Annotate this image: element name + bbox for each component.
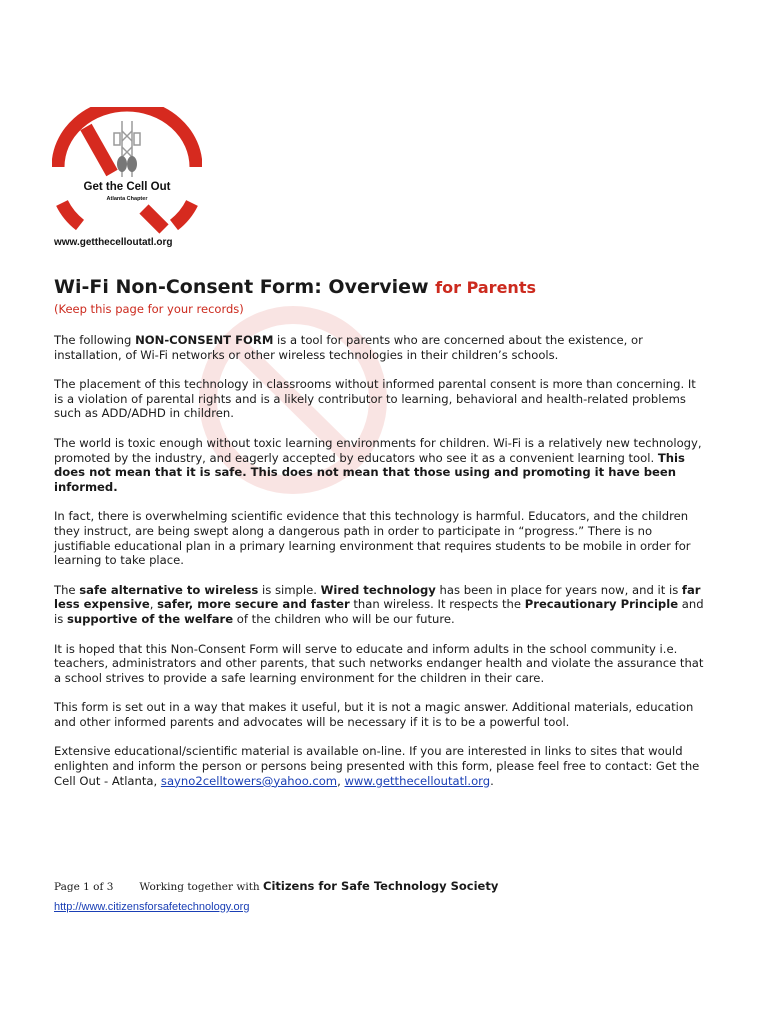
page-subtitle: (Keep this page for your records): [54, 302, 244, 316]
title-accent: for Parents: [435, 278, 536, 297]
bold-run: far less expensive: [54, 582, 701, 612]
no-cell-tower-icon: [52, 107, 202, 247]
partner-org-name: Citizens for Safe Technology Society: [263, 879, 499, 893]
paragraph-evidence: In fact, there is overwhelming scientific evidence that this technology is harmful. Educators, and the children they instruct, are being swept along a dangerous path in order to participate in “progress.” There is no justifiable educational plan in a primary learning environment that requires students to be mobile in order for learning to take place.: [54, 509, 691, 568]
get-the-cell-out-logo: [52, 107, 202, 247]
bold-run: Wired technology: [320, 582, 436, 597]
partner-org-link[interactable]: http://www.citizensforsafetechnology.org: [54, 901, 250, 913]
logo-subtitle: Atlanta Chapter: [106, 196, 148, 202]
contact-email-link[interactable]: sayno2celltowers@yahoo.com: [160, 773, 338, 788]
text-run: The world is toxic enough without toxic learning environments for children. Wi-Fi is a relatively new technology, promoted by the industry, and eagerly accepted by educators who see it as a convenient learning tool.: [54, 435, 702, 465]
title-main: Wi-Fi Non-Consent Form: Overview: [54, 276, 429, 298]
working-together-text: Working together with: [139, 881, 264, 893]
text-run: of the children who will be our future.: [233, 611, 455, 626]
bold-run: safer, more secure and faster: [157, 597, 350, 612]
text-run: .: [490, 773, 494, 788]
paragraph-toxic: [54, 436, 704, 494]
bold-run: This does not mean that it is safe. This does not mean that those using and promoting it have been informed.: [54, 450, 685, 494]
text-run: The following: [54, 333, 136, 347]
page-number: Page 1 of 3: [54, 881, 114, 893]
bold-run: safe alternative to wireless: [79, 582, 259, 597]
paragraph-alternative: [54, 583, 704, 627]
text-run: ,: [337, 773, 345, 788]
logo-title: Get the Cell Out: [83, 181, 171, 193]
paragraph-hope: It is hoped that this Non-Consent Form will serve to educate and inform adults in the school community i.e. teachers, administrators and other parents, that such networks endanger health and violate the assurance that a school strives to provide a safe learning environment for the children in their care.: [54, 641, 704, 685]
page-title: [54, 274, 704, 301]
bold-run: supportive of the welfare: [66, 611, 234, 626]
text-run: is a tool for parents who are concerned about the existence, or installation, of Wi-Fi networks or other wireless technologies in their children’s schools.: [54, 333, 643, 362]
page-footer: [54, 879, 714, 914]
paragraph-contact: [54, 744, 704, 788]
text-run: and is: [54, 597, 704, 626]
text-run: ,: [149, 597, 158, 612]
text-run: The: [54, 582, 80, 597]
bold-run: NON-CONSENT FORM: [135, 333, 274, 347]
paragraph-intro: [54, 333, 704, 362]
text-run: than wireless. It respects the: [349, 597, 525, 612]
bold-run: Precautionary Principle: [524, 597, 679, 612]
document-body: [54, 274, 704, 803]
paragraph-usefulness: This form is set out in a way that makes it useful, but it is not a magic answer. Additional materials, education and other informed parents and advocates will be necessary if it is to be a powerful tool.: [54, 700, 694, 729]
paragraph-placement: The placement of this technology in classrooms without informed parental consent is more than concerning. It is a violation of parental rights and is a likely contributor to learning, behavioral and health-related problems such as ADD/ADHD in children.: [54, 377, 696, 421]
text-run: Extensive educational/scientific material is available on-line. If you are interested in links to sites that would enlighten and inform the person or persons being presented with this form, please feel free to contact: Get the Cell Out - Atlanta,: [54, 744, 700, 788]
text-run: is simple.: [258, 582, 321, 597]
footer-line: [54, 879, 714, 895]
logo-url: www.getthecelloutatl.org: [54, 237, 173, 248]
website-link[interactable]: www.getthecelloutatl.org: [344, 773, 491, 788]
text-run: has been in place for years now, and it is: [435, 582, 682, 597]
